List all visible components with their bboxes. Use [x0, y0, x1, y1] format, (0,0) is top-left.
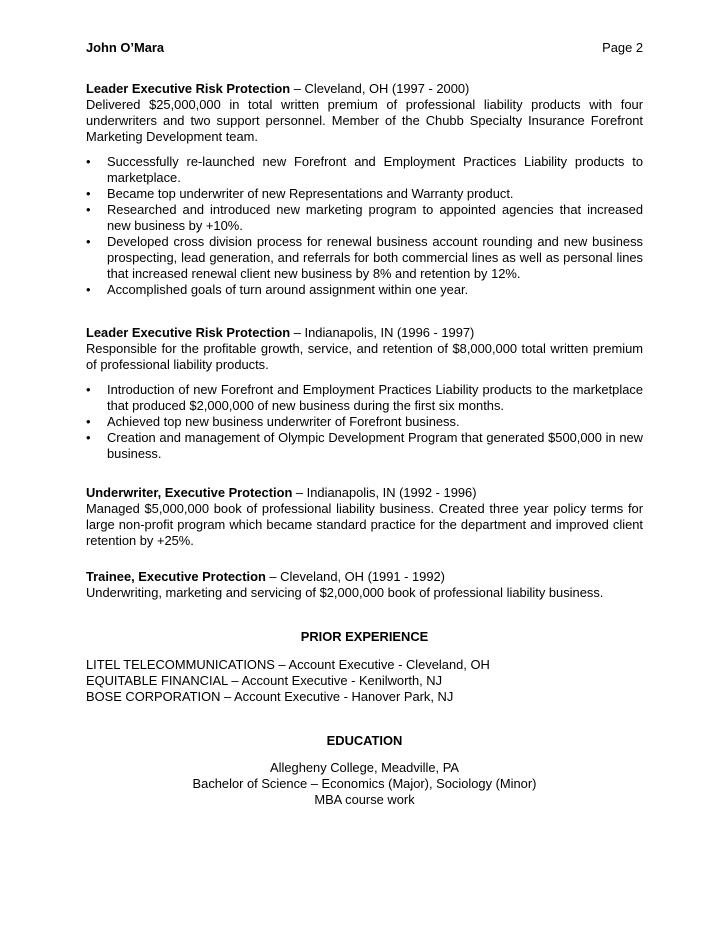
job-description: Managed $5,000,000 book of professional liability business. Created three year policy terms for large non-profit program which became standard practice for the department and improved client retention by +25%.	[86, 501, 643, 548]
job-location: – Indianapolis, IN (1992 - 1996)	[292, 485, 477, 500]
job-entry	[86, 569, 643, 601]
job-title: Leader Executive Risk Protection	[86, 325, 291, 340]
job-heading	[86, 485, 643, 501]
education-degree: Bachelor of Science – Economics (Major), Sociology (Minor)	[192, 776, 537, 791]
bullet-item: • Developed cross division process for renewal business account rounding and new business prospecting, lead generation, and referrals for both commercial lines as well as personal lines that increased renewal client new business by 8% and retention by 12%.	[86, 234, 643, 281]
education-coursework: MBA course work	[314, 792, 415, 807]
header-name: John O’Mara	[86, 40, 165, 55]
job-entry	[86, 81, 643, 298]
bullet-item: • Achieved top new business underwriter of Forefront business.	[86, 414, 460, 429]
bullet-item: • Introduction of new Forefront and Employment Practices Liability products to the marketplace that produced $2,000,000 of new business during the first six months.	[86, 382, 643, 413]
job-description: Responsible for the profitable growth, service, and retention of $8,000,000 total written premium of professional liability products.	[86, 341, 643, 372]
prior-experience-item: BOSE CORPORATION – Account Executive - Hanover Park, NJ	[86, 689, 454, 704]
education-heading: EDUCATION	[326, 733, 403, 748]
job-bullets	[86, 154, 643, 298]
job-entry	[86, 325, 643, 462]
prior-experience-heading: PRIOR EXPERIENCE	[300, 629, 429, 644]
bullet-item: • Creation and management of Olympic Development Program that generated $500,000 in new business.	[86, 430, 643, 461]
prior-experience-item: LITEL TELECOMMUNICATIONS – Account Executive - Cleveland, OH	[86, 657, 490, 672]
job-bullets	[86, 382, 643, 462]
education-list	[86, 760, 643, 808]
job-heading	[86, 81, 643, 97]
education-school: Allegheny College, Meadville, PA	[270, 760, 459, 775]
bullet-item: • Successfully re-launched new Forefront and Employment Practices Liability products to marketplace.	[86, 154, 643, 185]
bullet-item: • Became top underwriter of new Representations and Warranty product.	[86, 186, 514, 201]
prior-experience-list	[86, 657, 643, 705]
job-description: Delivered $25,000,000 in total written premium of professional liability products with four underwriters and two support personnel. Member of the Chubb Specialty Insurance Forefront Marketing Development team.	[86, 97, 643, 144]
job-location: – Cleveland, OH (1997 - 2000)	[290, 81, 470, 96]
job-title: Underwriter, Executive Protection	[86, 485, 293, 500]
job-heading	[86, 569, 643, 585]
job-title: Leader Executive Risk Protection	[86, 81, 291, 96]
job-entry	[86, 485, 643, 549]
header-page-number: Page 2	[602, 40, 643, 55]
job-location: – Cleveland, OH (1991 - 1992)	[265, 569, 445, 584]
job-heading	[86, 325, 643, 341]
prior-experience-item: EQUITABLE FINANCIAL – Account Executive - Kenilworth, NJ	[86, 673, 443, 688]
job-location: – Indianapolis, IN (1996 - 1997)	[290, 325, 475, 340]
job-title: Trainee, Executive Protection	[86, 569, 266, 584]
bullet-item: • Accomplished goals of turn around assignment within one year.	[86, 282, 469, 297]
job-description: Underwriting, marketing and servicing of $2,000,000 book of professional liability business.	[86, 585, 604, 600]
bullet-item: • Researched and introduced new marketing program to appointed agencies that increased new business by +10%.	[86, 202, 643, 233]
